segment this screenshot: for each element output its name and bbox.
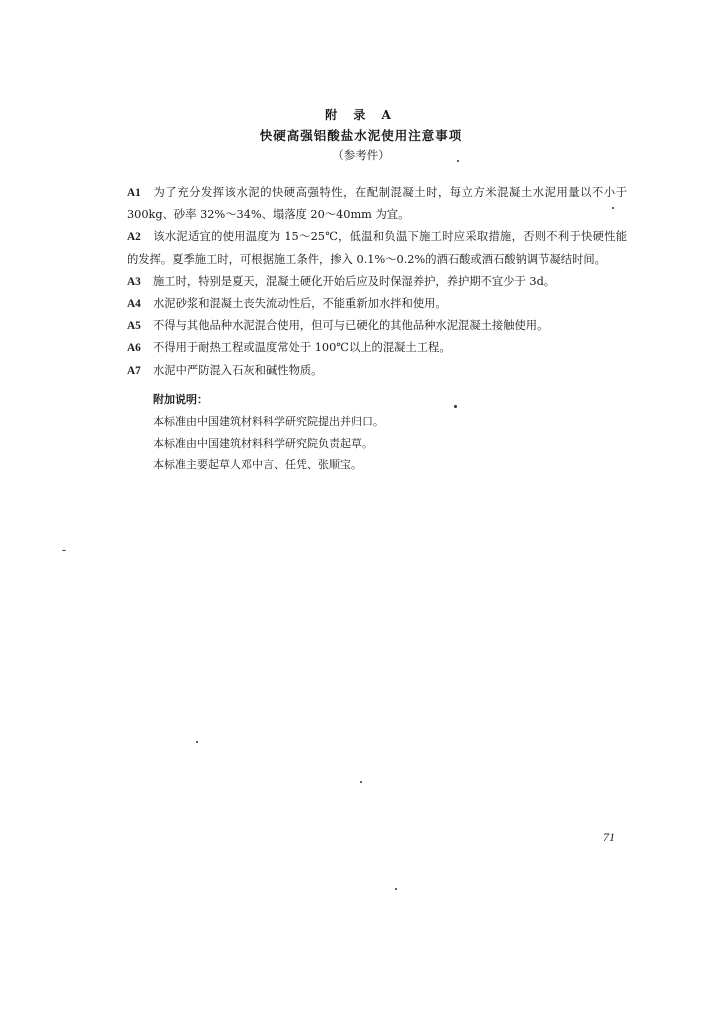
- clause-number: A6: [127, 342, 141, 355]
- clause-text: 水泥砂浆和混凝土丧失流动性后，不能重新加水拌和使用。: [153, 297, 447, 311]
- notes-line: 本标准由中国建筑材料科学研究院提出并归口。: [153, 415, 384, 428]
- clause-a2: [127, 226, 627, 270]
- clause-text: 不得与其他品种水泥混合使用，但可与已硬化的其他品种水泥混凝土接触使用。: [153, 319, 549, 333]
- clause-a5: [127, 315, 627, 337]
- additional-notes: [153, 389, 613, 476]
- clause-a1: [127, 182, 627, 226]
- scan-speck: [454, 405, 457, 408]
- clause-text: 不得用于耐热工程或温度常处于 100℃以上的混凝土工程。: [153, 341, 451, 355]
- clause-number: A4: [127, 298, 141, 311]
- clause-number: A5: [127, 320, 141, 333]
- notes-line: 本标准由中国建筑材料科学研究院负责起草。: [153, 436, 373, 450]
- appendix-title: 快硬高强铝酸盐水泥使用注意事项: [259, 128, 463, 143]
- clause-a4: [127, 293, 627, 315]
- notes-title: 附加说明：: [153, 393, 208, 406]
- scan-speck: [62, 550, 66, 551]
- scan-speck: [395, 888, 397, 890]
- clause-number: A7: [127, 364, 141, 377]
- clause-text: 为了充分发挥该水泥的快硬高强特性，在配制混凝土时，每立方米混凝土水泥用量以不小于 300kg、砂率 32%～34%、塌落度 20～40mm 为宜。: [127, 186, 627, 222]
- notes-line: 本标准主要起草人邓中言、任凭、张顺宝。: [153, 458, 362, 471]
- clause-a3: [127, 271, 627, 293]
- scan-speck: [360, 781, 362, 783]
- clause-list: [127, 182, 627, 382]
- clause-a7: [127, 360, 627, 382]
- clause-text: 水泥中严防混入石灰和碱性物质。: [153, 363, 323, 377]
- scan-speck: [612, 207, 614, 209]
- scan-speck: [457, 160, 459, 162]
- clause-text: 该水泥适宜的使用温度为 15～25℃，低温和负温下施工时应采取措施，否则不利于快硬性能的发挥。夏季施工时，可根据施工条件，掺入 0.1%～0.2%的酒石酸或酒石酸钠调节凝结时间。: [127, 230, 627, 266]
- appendix-label: 附 录 A: [325, 108, 397, 122]
- clause-number: A2: [127, 231, 141, 244]
- clause-a6: [127, 337, 627, 359]
- clause-number: A1: [127, 187, 141, 199]
- page-number: 71: [603, 830, 615, 844]
- clause-number: A3: [127, 275, 141, 288]
- clause-text: 施工时，特别是夏天，混凝土硬化开始后应及时保湿养护，养护期不宜少于 3d。: [153, 274, 556, 288]
- scan-speck: [196, 741, 198, 743]
- appendix-subtitle: （参考件）: [332, 148, 390, 162]
